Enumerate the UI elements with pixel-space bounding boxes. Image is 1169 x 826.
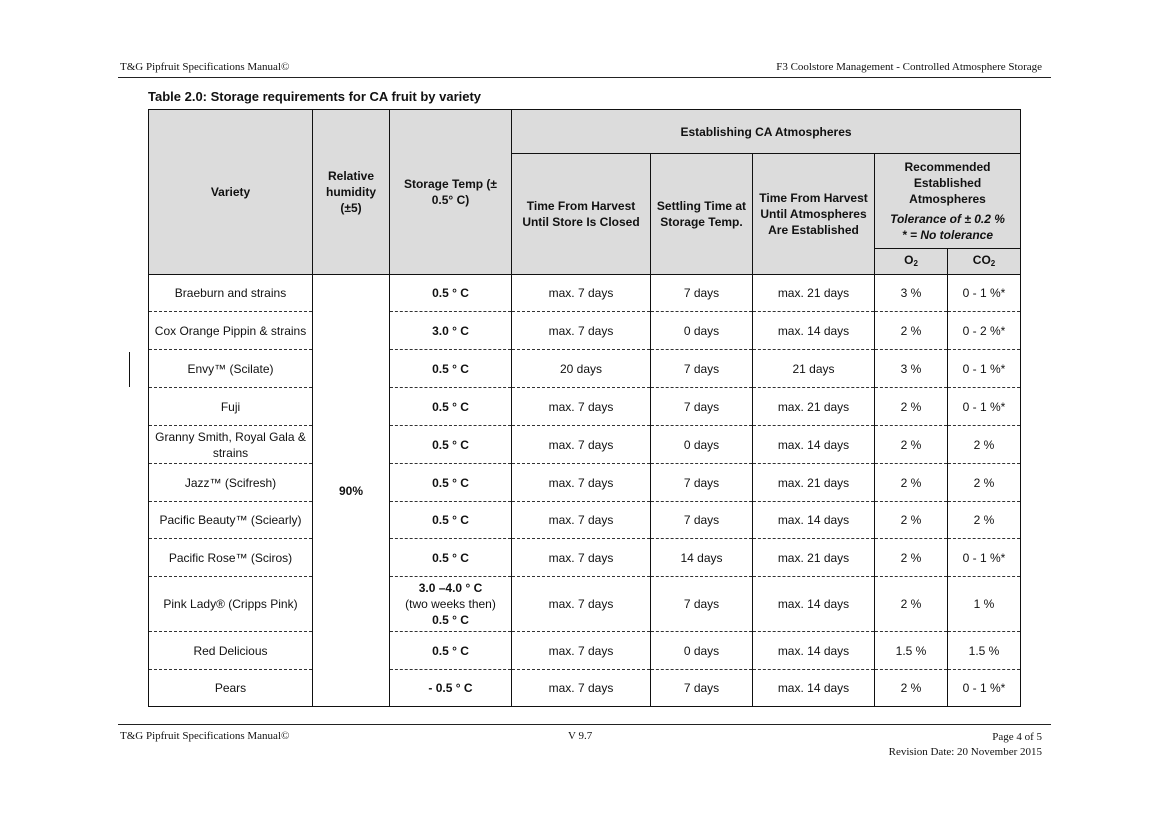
footer-manual-title: T&G Pipfruit Specifications Manual© [120,730,290,742]
no-tolerance-note: * = No tolerance [901,228,994,242]
tolerance-note: Tolerance of ± 0.2 % [890,212,1005,226]
table-row [149,464,1021,502]
temp-cell: 0.5 ° C [390,502,512,539]
footer-version: V 9.7 [568,730,593,742]
harvest-closed-cell: max. 7 days [512,539,651,577]
established-cell: max. 21 days [753,464,875,502]
o2-cell: 2 % [875,388,948,426]
variety-cell: Pears [149,670,313,707]
established-cell: max. 14 days [753,502,875,539]
harvest-closed-cell: max. 7 days [512,426,651,464]
established-cell: max. 14 days [753,426,875,464]
co2-cell: 1.5 % [948,632,1021,670]
col-header-co2 [948,249,1021,275]
variety-cell: Fuji [149,388,313,426]
temp-cell: 0.5 ° C [390,539,512,577]
co2-cell: 1 % [948,577,1021,632]
temp-cell: - 0.5 ° C [390,670,512,707]
co2-subscript: 2 [990,258,996,268]
table-row [149,670,1021,707]
col-header-recommended-atmospheres [875,154,1021,249]
table-row [149,632,1021,670]
col-header-variety: Variety [149,110,313,275]
o2-cell: 1.5 % [875,632,948,670]
humidity-cell: 90% [313,275,390,707]
temp-cell: 0.5 ° C [390,275,512,312]
table-row [149,312,1021,350]
variety-cell: Cox Orange Pippin & strains [149,312,313,350]
co2-cell: 0 - 1 %* [948,350,1021,388]
settling-cell: 0 days [651,312,753,350]
settling-cell: 7 days [651,464,753,502]
variety-cell: Pacific Beauty™ (Sciearly) [149,502,313,539]
recommended-label: Recommended Established Atmospheres [904,160,991,206]
temp-cell: 0.5 ° C [390,350,512,388]
harvest-closed-cell: max. 7 days [512,388,651,426]
o2-cell: 2 % [875,426,948,464]
established-cell: max. 14 days [753,632,875,670]
o2-cell: 2 % [875,464,948,502]
co2-cell: 0 - 1 %* [948,670,1021,707]
table-row [149,388,1021,426]
col-header-storage-temp: Storage Temp (± 0.5° C) [390,110,512,275]
footer-revision-date: Revision Date: 20 November 2015 [888,746,1042,758]
co2-cell: 0 - 1 %* [948,388,1021,426]
ca-storage-table [148,109,1021,707]
o2-cell: 2 % [875,670,948,707]
settling-cell: 7 days [651,670,753,707]
variety-cell: Pink Lady® (Cripps Pink) [149,577,313,632]
settling-cell: 0 days [651,426,753,464]
co2-cell: 2 % [948,464,1021,502]
variety-cell: Braeburn and strains [149,275,313,312]
settling-cell: 7 days [651,577,753,632]
col-header-harvest-to-established: Time From Harvest Until Atmospheres Are Established [753,154,875,275]
footer-page-number: Page 4 of 5 [992,731,1042,743]
co2-cell: 2 % [948,502,1021,539]
harvest-closed-cell: max. 7 days [512,670,651,707]
settling-cell: 7 days [651,388,753,426]
temp-cell: 0.5 ° C [390,426,512,464]
table-row [149,577,1021,632]
table-caption: Table 2.0: Storage requirements for CA fruit by variety [148,89,482,104]
temp-cell: 0.5 ° C [390,388,512,426]
temp-cell: 3.0 ° C [390,312,512,350]
col-header-relative-humidity: Relative humidity (±5) [313,110,390,275]
header-section-title: F3 Coolstore Management - Controlled Atmosphere Storage [776,61,1042,73]
o2-cell: 2 % [875,577,948,632]
co2-symbol: CO [972,252,991,267]
variety-cell: Envy™ (Scilate) [149,350,313,388]
harvest-closed-cell: max. 7 days [512,502,651,539]
temp-cell [390,577,512,632]
variety-cell: Pacific Rose™ (Sciros) [149,539,313,577]
table-row [149,539,1021,577]
temp-cell: 0.5 ° C [390,632,512,670]
o2-symbol: O [904,252,914,267]
settling-cell: 7 days [651,350,753,388]
settling-cell: 7 days [651,275,753,312]
header-manual-title: T&G Pipfruit Specifications Manual© [120,61,290,73]
temp-line: 3.0 –4.0 ° C [418,581,483,595]
harvest-closed-cell: max. 7 days [512,312,651,350]
col-header-o2 [875,249,948,275]
col-header-establishing-ca: Establishing CA Atmospheres [512,110,1021,154]
o2-cell: 2 % [875,502,948,539]
settling-cell: 0 days [651,632,753,670]
col-header-harvest-to-closed: Time From Harvest Until Store Is Closed [512,154,651,275]
established-cell: 21 days [753,350,875,388]
harvest-closed-cell: max. 7 days [512,275,651,312]
established-cell: max. 21 days [753,275,875,312]
footer-rule [118,724,1051,725]
harvest-closed-cell: max. 7 days [512,577,651,632]
co2-cell: 0 - 1 %* [948,539,1021,577]
o2-cell: 2 % [875,539,948,577]
temp-cell: 0.5 ° C [390,464,512,502]
temp-line: 0.5 ° C [432,613,469,627]
variety-cell: Jazz™ (Scifresh) [149,464,313,502]
co2-cell: 0 - 1 %* [948,275,1021,312]
o2-cell: 3 % [875,350,948,388]
table-row [149,275,1021,312]
col-header-settling-time: Settling Time at Storage Temp. [651,154,753,275]
co2-cell: 0 - 2 %* [948,312,1021,350]
o2-cell: 3 % [875,275,948,312]
settling-cell: 7 days [651,502,753,539]
settling-cell: 14 days [651,539,753,577]
established-cell: max. 14 days [753,312,875,350]
table-row [149,350,1021,388]
established-cell: max. 21 days [753,539,875,577]
revision-change-bar [129,352,130,387]
established-cell: max. 21 days [753,388,875,426]
footer-page-info [889,730,1042,760]
table-row [149,426,1021,464]
o2-cell: 2 % [875,312,948,350]
established-cell: max. 14 days [753,577,875,632]
harvest-closed-cell: max. 7 days [512,632,651,670]
variety-cell: Granny Smith, Royal Gala & strains [149,426,313,464]
o2-subscript: 2 [913,258,918,268]
harvest-closed-cell: max. 7 days [512,464,651,502]
table-row [149,502,1021,539]
established-cell: max. 14 days [753,670,875,707]
harvest-closed-cell: 20 days [512,350,651,388]
header-rule [118,77,1051,78]
co2-cell: 2 % [948,426,1021,464]
temp-line: (two weeks then) [405,597,496,611]
variety-cell: Red Delicious [149,632,313,670]
